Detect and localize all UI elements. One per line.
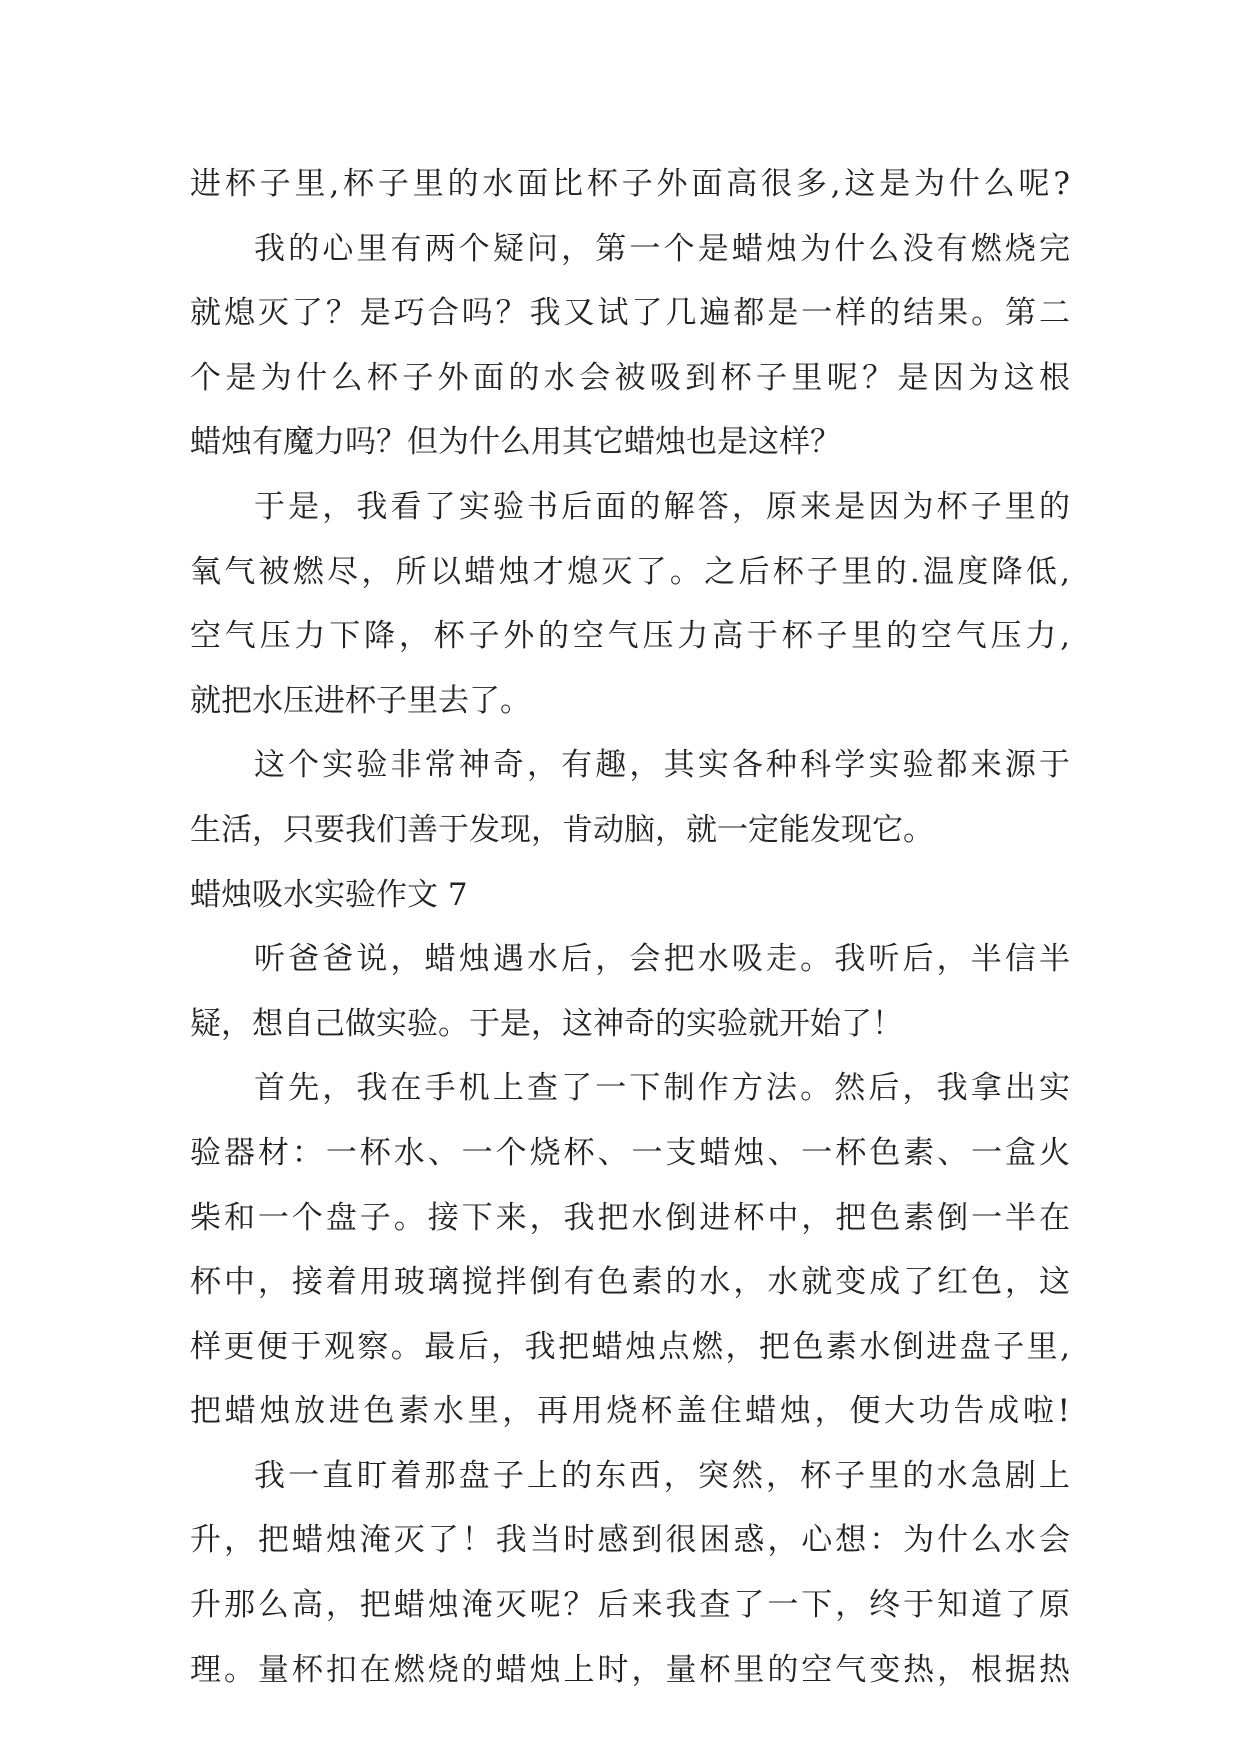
text-line: 个是为什么杯子外面的水会被吸到杯子里呢？是因为这根 — [190, 359, 1070, 396]
text-line: 氧气被燃尽，所以蜡烛才熄灭了。之后杯子里的.温度降低, — [190, 553, 1070, 590]
text-line: 空气压力下降，杯子外的空气压力高于杯子里的空气压力, — [190, 618, 1070, 655]
text-line: 就熄灭了？是巧合吗？我又试了几遍都是一样的结果。第二 — [190, 295, 1070, 332]
text-line: 蜡烛有魔力吗？但为什么用其它蜡烛也是这样？ — [190, 424, 841, 461]
section-heading: 蜡烛吸水实验作文 7 — [190, 876, 468, 913]
document-body — [190, 152, 1070, 1702]
paragraph-start-line: 我一直盯着那盘子上的东西，突然，杯子里的水急剧上 — [254, 1457, 1070, 1494]
text-line: 理。量杯扣在燃烧的蜡烛上时，量杯里的空气变热，根据热 — [190, 1651, 1070, 1688]
paragraph-start-line: 于是，我看了实验书后面的解答，原来是因为杯子里的 — [254, 488, 1070, 525]
text-line: 升，把蜡烛淹灭了！我当时感到很困惑，心想：为什么水会 — [190, 1522, 1070, 1559]
paragraph-start-line: 首先，我在手机上查了一下制作方法。然后，我拿出实 — [254, 1070, 1070, 1107]
text-line: 升那么高，把蜡烛淹灭呢？后来我查了一下，终于知道了原 — [190, 1587, 1070, 1624]
paragraph-start-line: 听爸爸说，蜡烛遇水后，会把水吸走。我听后，半信半 — [254, 941, 1070, 978]
text-line: 验器材：一杯水、一个烧杯、一支蜡烛、一杯色素、一盒火 — [190, 1134, 1070, 1171]
paragraph-start-line: 这个实验非常神奇，有趣，其实各种科学实验都来源于 — [254, 747, 1070, 784]
text-line: 就把水压进杯子里去了。 — [190, 682, 531, 719]
paragraph-start-line: 我的心里有两个疑问，第一个是蜡烛为什么没有燃烧完 — [254, 230, 1070, 267]
text-line: 柴和一个盘子。接下来，我把水倒进杯中，把色素倒一半在 — [190, 1199, 1070, 1236]
text-line: 杯中，接着用玻璃搅拌倒有色素的水，水就变成了红色，这 — [190, 1264, 1070, 1301]
text-line: 把蜡烛放进色素水里，再用烧杯盖住蜡烛，便大功告成啦! — [190, 1393, 1070, 1430]
text-line: 进杯子里,杯子里的水面比杯子外面高很多,这是为什么呢? — [190, 166, 1070, 202]
text-line: 疑，想自己做实验。于是，这神奇的实验就开始了！ — [190, 1005, 903, 1042]
text-line: 生活，只要我们善于发现，肯动脑，就一定能发现它。 — [190, 811, 934, 848]
text-line: 样更便于观察。最后，我把蜡烛点燃，把色素水倒进盘子里, — [190, 1328, 1070, 1365]
